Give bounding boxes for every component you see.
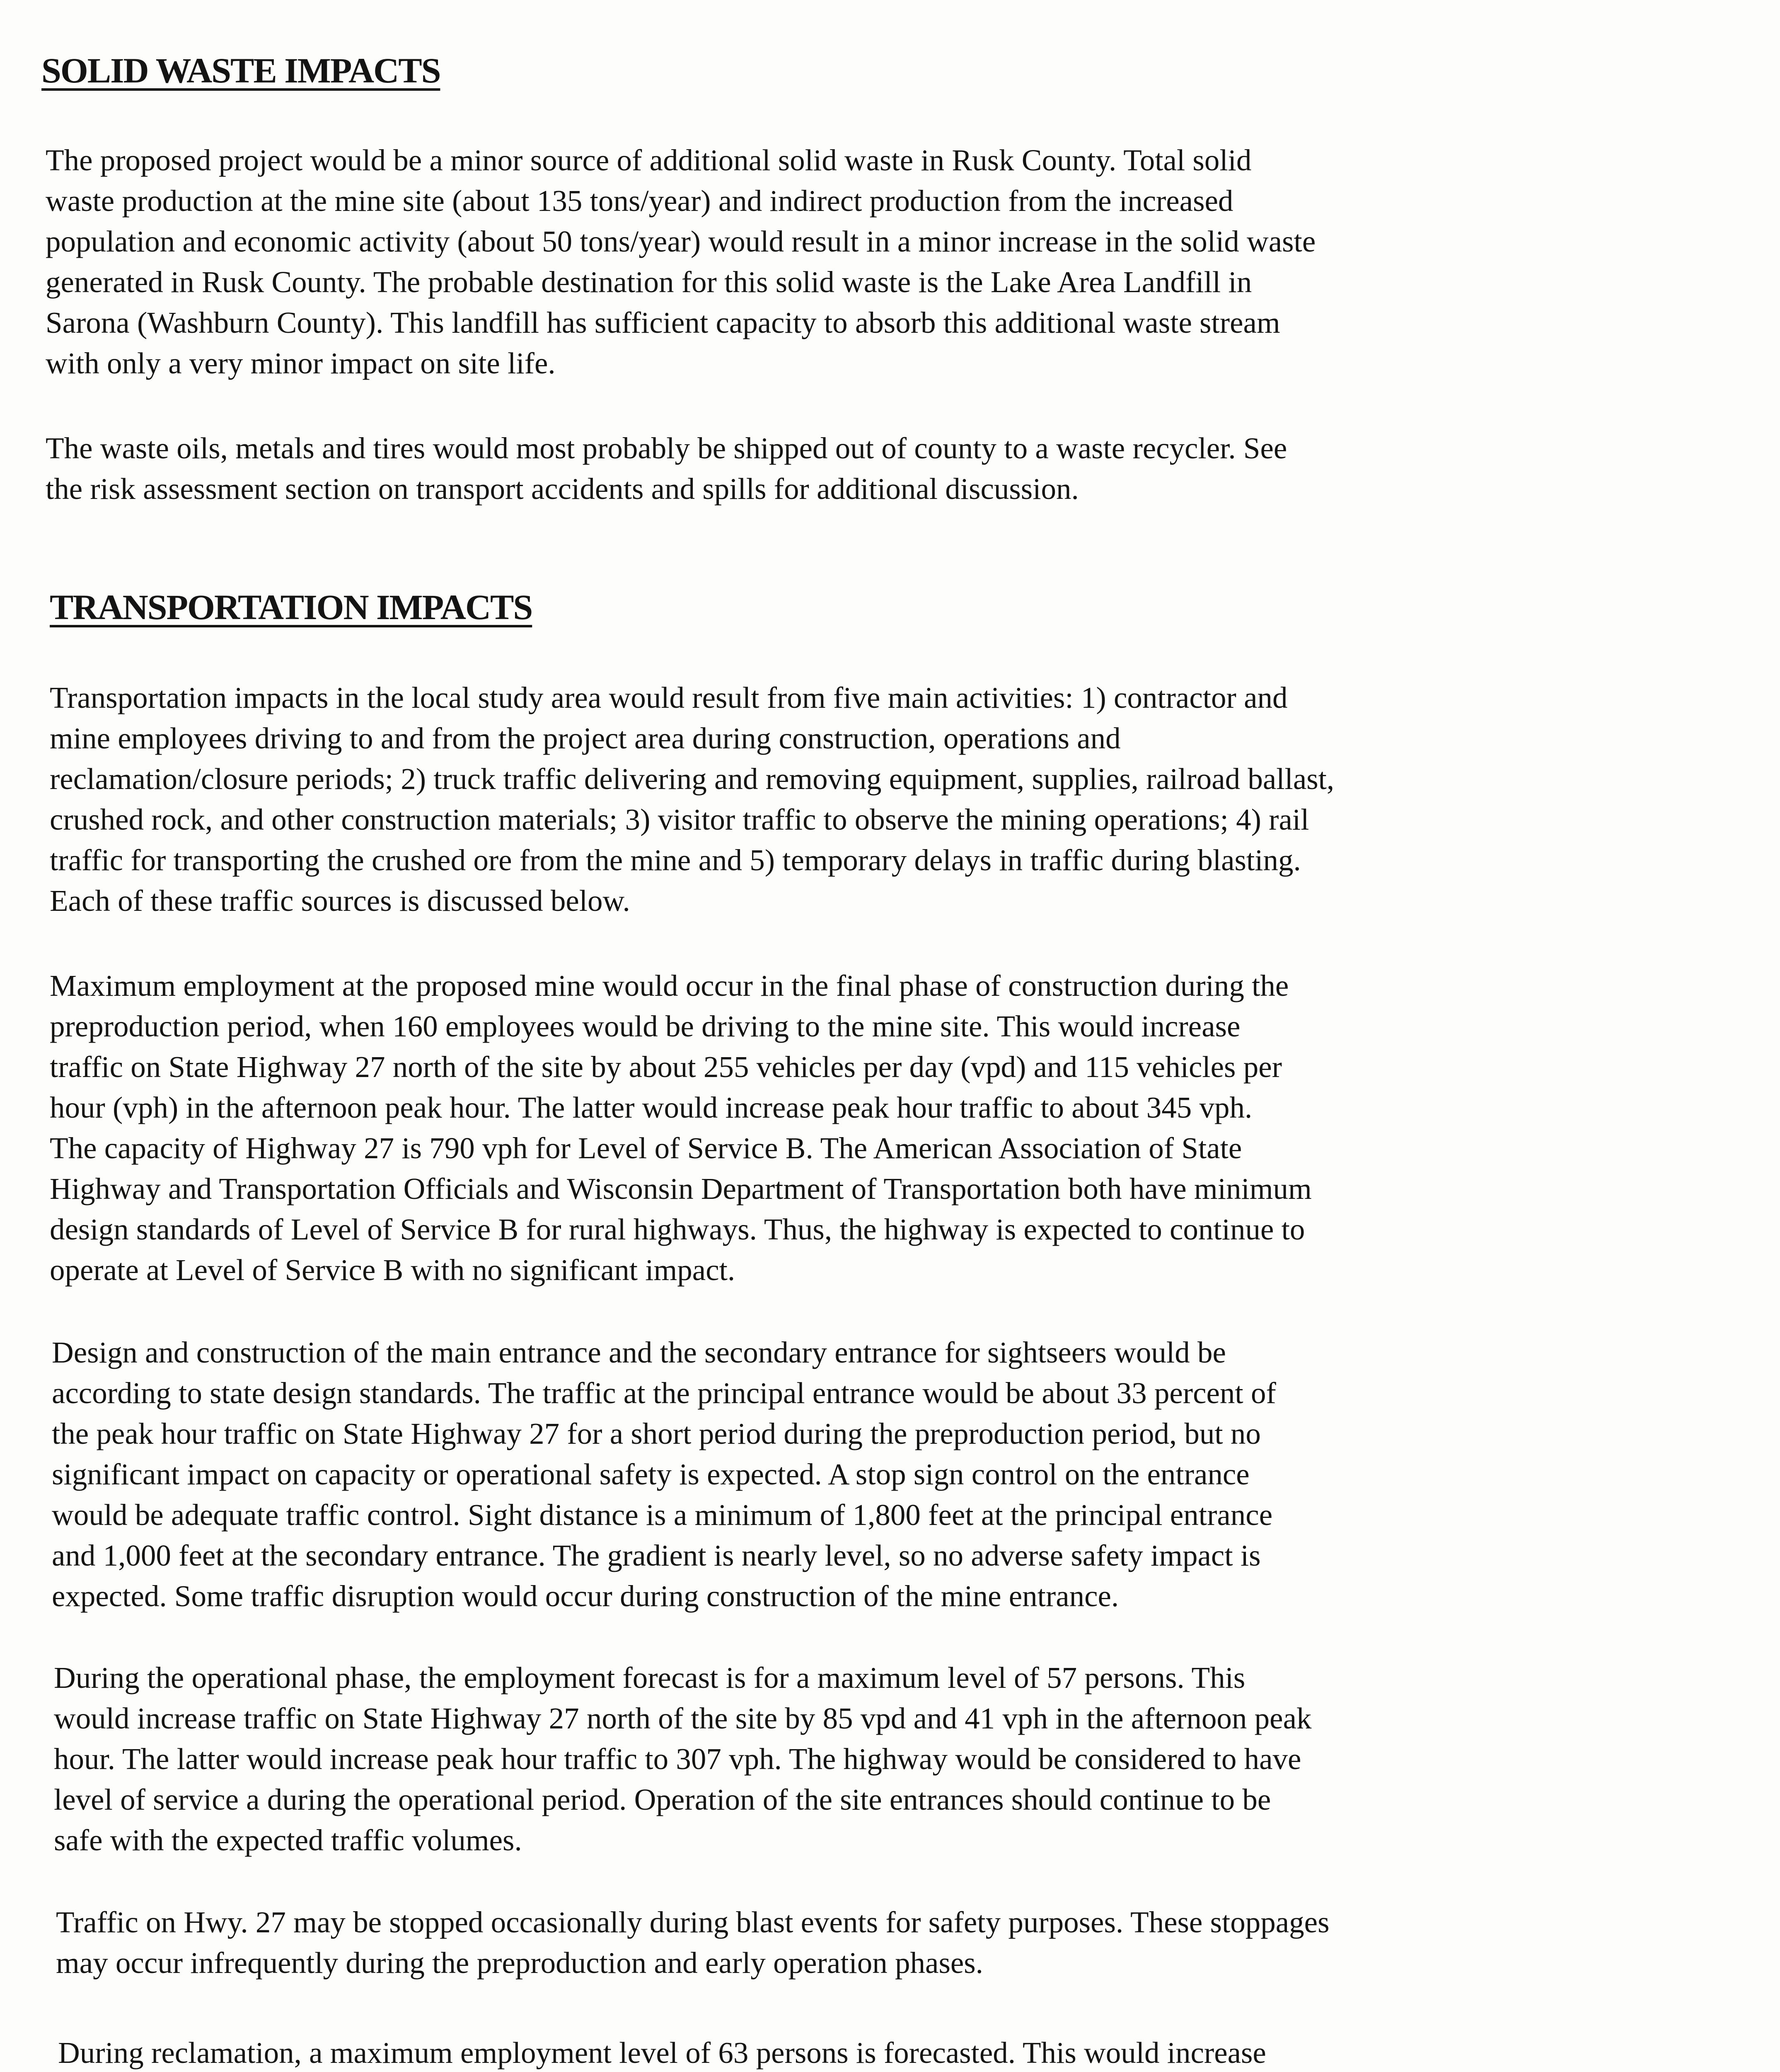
- paragraph-transportation-1: [50, 678, 1334, 921]
- text-line: Traffic on Hwy. 27 may be stopped occasionally during blast events for safety purposes. These stoppages: [56, 1905, 1330, 1939]
- paragraph-transportation-6: [58, 2033, 1268, 2072]
- text-line: Each of these traffic sources is discussed below.: [50, 884, 630, 917]
- text-line: level of service a during the operational period. Operation of the site entrances should continue to be: [54, 1783, 1271, 1816]
- text-line: The capacity of Highway 27 is 790 vph for Level of Service B. The American Association of State: [50, 1131, 1242, 1165]
- text-line: The waste oils, metals and tires would most probably be shipped out of county to a waste recycler. See: [46, 431, 1287, 465]
- text-line: safe with the expected traffic volumes.: [54, 1823, 522, 1857]
- text-line: and 1,000 feet at the secondary entrance. The gradient is nearly level, so no adverse safety impact is: [52, 1539, 1261, 1572]
- text-line: significant impact on capacity or operational safety is expected. A stop sign control on the entrance: [52, 1457, 1250, 1491]
- text-line: hour. The latter would increase peak hour traffic to 307 vph. The highway would be considered to have: [54, 1742, 1301, 1776]
- paragraph-solid-waste-2: [46, 428, 1287, 509]
- section-heading-solid-waste: SOLID WASTE IMPACTS: [41, 51, 440, 90]
- text-line: During the operational phase, the employment forecast is for a maximum level of 57 persons. This: [54, 1661, 1246, 1694]
- paragraph-solid-waste-1: [46, 140, 1316, 384]
- text-line: Transportation impacts in the local study area would result from five main activities: 1) contractor and: [50, 681, 1288, 714]
- text-line: population and economic activity (about 50 tons/year) would result in a minor increase in the solid waste: [46, 225, 1316, 258]
- text-line: The proposed project would be a minor source of additional solid waste in Rusk County. Total solid: [46, 143, 1252, 177]
- paragraph-transportation-3: [52, 1332, 1276, 1617]
- text-line: waste production at the mine site (about 135 tons/year) and indirect production from the increased: [46, 184, 1233, 218]
- text-line: may occur infrequently during the preproduction and early operation phases.: [56, 1946, 983, 1980]
- paragraph-transportation-2: [50, 966, 1312, 1290]
- text-line: according to state design standards. The traffic at the principal entrance would be about 33 percent of: [52, 1376, 1276, 1410]
- text-line: crushed rock, and other construction materials; 3) visitor traffic to observe the mining operations; 4) rail: [50, 803, 1309, 836]
- text-line: mine employees driving to and from the project area during construction, operations and: [50, 721, 1121, 755]
- text-line: Sarona (Washburn County). This landfill has sufficient capacity to absorb this additional waste stream: [46, 306, 1280, 339]
- text-line: reclamation/closure periods; 2) truck traffic delivering and removing equipment, supplies, railroad ballast,: [50, 762, 1335, 796]
- text-line: generated in Rusk County. The probable destination for this solid waste is the Lake Area Landfill in: [46, 265, 1252, 299]
- section-heading-transportation: TRANSPORTATION IMPACTS: [50, 587, 532, 627]
- text-line: Maximum employment at the proposed mine would occur in the final phase of construction during the: [50, 969, 1289, 1002]
- text-line: with only a very minor impact on site life.: [46, 346, 556, 380]
- text-line: operate at Level of Service B with no significant impact.: [50, 1253, 735, 1287]
- text-line: design standards of Level of Service B for rural highways. Thus, the highway is expected to continue to: [50, 1213, 1305, 1246]
- text-line: traffic for transporting the crushed ore from the mine and 5) temporary delays in traffic during blasting.: [50, 843, 1301, 877]
- text-line: would be adequate traffic control. Sight distance is a minimum of 1,800 feet at the principal entrance: [52, 1498, 1273, 1532]
- text-line: expected. Some traffic disruption would occur during construction of the mine entrance.: [52, 1579, 1119, 1613]
- text-line: During reclamation, a maximum employment level of 63 persons is forecasted. This would increase: [58, 2036, 1266, 2070]
- text-line: preproduction period, when 160 employees would be driving to the mine site. This would increase: [50, 1009, 1241, 1043]
- text-line: the risk assessment section on transport accidents and spills for additional discussion.: [46, 472, 1079, 506]
- paragraph-transportation-4: [54, 1658, 1312, 1861]
- text-line: Highway and Transportation Officials and Wisconsin Department of Transportation both have minimum: [50, 1172, 1312, 1205]
- text-line: would increase traffic on State Highway 27 north of the site by 85 vpd and 41 vph in the afternoon peak: [54, 1702, 1312, 1735]
- text-line: hour (vph) in the afternoon peak hour. The latter would increase peak hour traffic to about 345 vph.: [50, 1091, 1253, 1124]
- text-line: the peak hour traffic on State Highway 27 for a short period during the preproduction period, but no: [52, 1417, 1261, 1450]
- text-line: traffic on State Highway 27 north of the site by about 255 vehicles per day (vpd) and 115 vehicles per: [50, 1050, 1282, 1084]
- paragraph-transportation-5: [56, 1902, 1330, 1983]
- text-line: Design and construction of the main entrance and the secondary entrance for sightseers would be: [52, 1336, 1226, 1369]
